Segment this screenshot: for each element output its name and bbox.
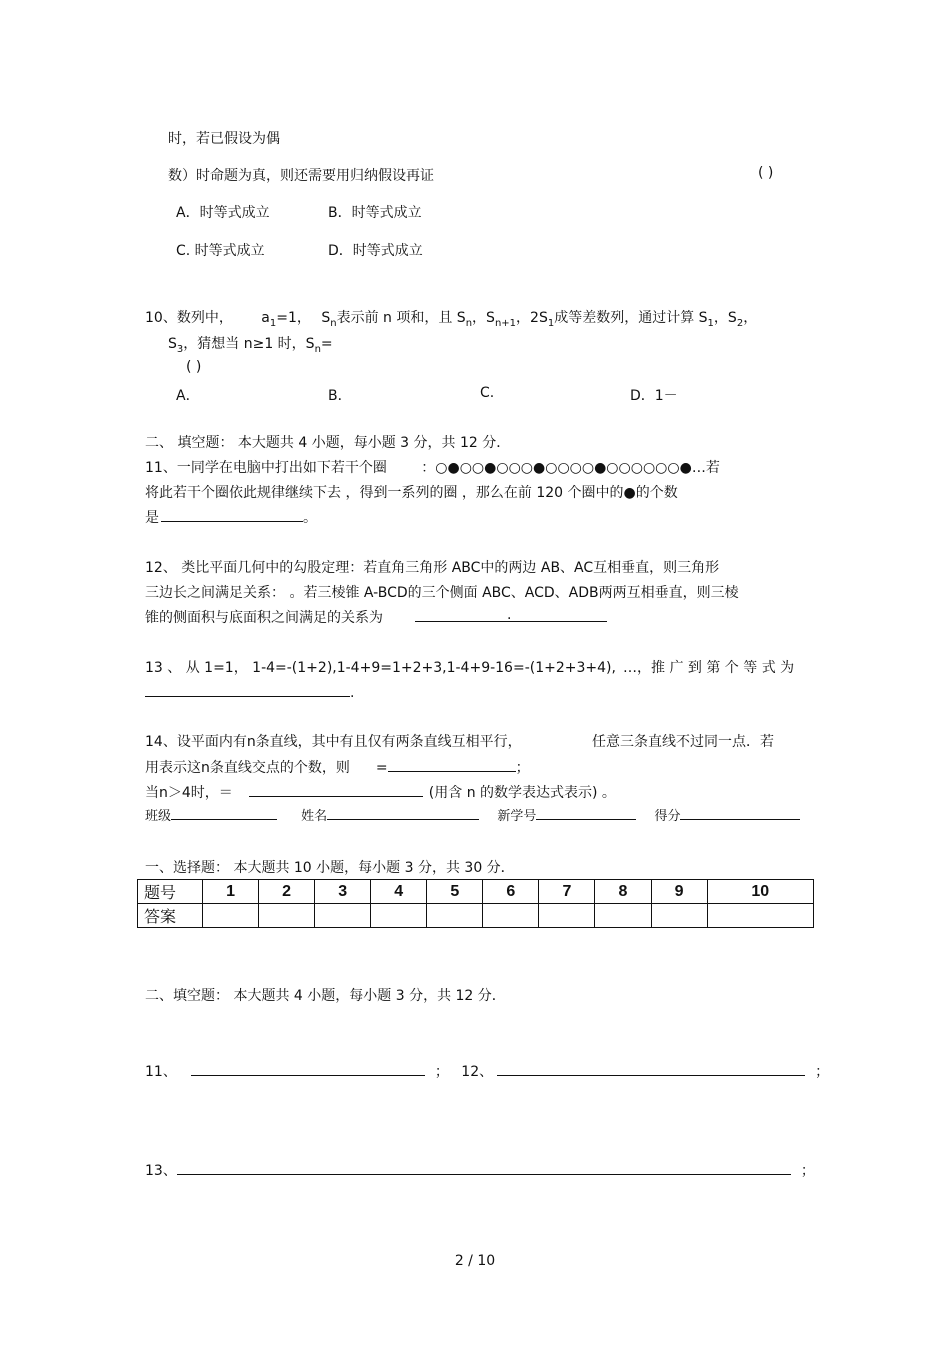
blank-12-field[interactable] (497, 1061, 805, 1076)
semicolon: ； (800, 1163, 815, 1179)
blank-13-label: 13、 (145, 1163, 177, 1179)
q10-line1 (145, 307, 757, 329)
answer-cell[interactable] (651, 904, 707, 928)
q10-text: ，2S (516, 310, 548, 326)
q12-line3 (145, 607, 607, 627)
q14-text: (用含 n 的数学表达式表示) 。 (428, 785, 616, 801)
q10-text: = (320, 336, 333, 352)
q10-option-a: A． (176, 388, 200, 404)
q10-sub: 2 (736, 317, 744, 329)
q9-line2: 数）时命题为真，则还需要用归纳假设再证 (168, 168, 434, 184)
q10-sub: 3 (176, 343, 184, 355)
q10-answer-paren: ( ) (186, 359, 202, 375)
class-field[interactable] (171, 807, 277, 820)
answer-cell[interactable] (371, 904, 427, 928)
q11-text: 是 (145, 510, 159, 526)
table-row (138, 904, 814, 928)
q10-text: ， (743, 310, 758, 326)
question-number-cell: 2 (259, 880, 315, 904)
q12-line1: 12、 类比平面几何中的勾股定理：若直角三角形 ABC中的两边 AB、AC互相垂直，则三角形 (145, 560, 720, 576)
q11-line3 (145, 507, 317, 527)
answer-table (137, 879, 814, 928)
blank-13-field[interactable] (177, 1160, 791, 1175)
score-label: 得分 (654, 809, 681, 824)
q10-sub: n (330, 317, 337, 329)
q12-text: 锥的侧面积与底面积之间满足的关系为 (145, 610, 383, 626)
q10-sub: n (465, 317, 473, 329)
q10-text: 10、数列中， (145, 310, 233, 326)
section1-answer-header: 一、选择题： 本大题共 10 小题，每小题 3 分，共 30 分． (145, 860, 515, 876)
blank-row-13 (145, 1160, 815, 1180)
q10-text: ，S (472, 310, 495, 326)
q11-line2: 将此若干个圈依此规律继续下去 ，得到一系列的圈 ，那么在前 120 个圈中的●的个数 (145, 485, 678, 501)
q10-text: S (168, 336, 177, 352)
question-number-cell: 4 (371, 880, 427, 904)
q10-option-d: D．1－ (630, 388, 678, 404)
blank-12-label: 12、 (461, 1064, 494, 1080)
q11-text: 11、一同学在电脑中打出如下若干个圈 (145, 460, 387, 476)
answer-cell[interactable] (259, 904, 315, 928)
q13-line2 (145, 682, 354, 701)
q14-text: = (375, 760, 388, 776)
question-number-cell: 9 (651, 880, 707, 904)
answer-cell[interactable] (483, 904, 539, 928)
answer-cell[interactable] (595, 904, 651, 928)
q11-answer-blank[interactable] (161, 507, 303, 522)
q10-sub: 1 (707, 317, 714, 329)
name-label: 姓名 (301, 809, 328, 824)
student-info-line (145, 805, 800, 824)
question-number-cell: 10 (707, 880, 813, 904)
table-row (138, 880, 814, 904)
question-number-cell: 6 (483, 880, 539, 904)
q14-line1b: 任意三条直线不过同一点．若 (592, 734, 774, 750)
answer-cell[interactable] (707, 904, 813, 928)
q9-option-d: D．时等式成立 (328, 243, 423, 259)
q14-text: ； (515, 760, 530, 776)
q9-line1: 时，若已假设为偶 (168, 131, 280, 147)
question-number-cell: 3 (315, 880, 371, 904)
q9-option-b: B．时等式成立 (328, 205, 422, 221)
q9-option-a: A．时等式成立 (176, 205, 270, 221)
q10-option-c: C. (480, 385, 495, 401)
q11-line1 (145, 457, 720, 477)
q14-line1a: 14、设平面内有n条直线，其中有且仅有两条直线互相平行， (145, 734, 522, 750)
question-number-cell: 7 (539, 880, 595, 904)
q13-line1a: 13 、 从 1=1， 1-4=-(1+2),1-4+9=1+2+3,1-4+9-16=-(1+2+3+4), (145, 660, 616, 676)
q9-answer-paren: ( ) (758, 165, 774, 181)
semicolon: ； (434, 1064, 449, 1080)
name-field[interactable] (327, 807, 479, 820)
question-number-cell: 1 (203, 880, 259, 904)
blank-11-label: 11、 (145, 1064, 177, 1080)
q12-line2: 三边长之间满足关系： 。若三棱锥 A-BCD的三个侧面 ABC、ACD、ADB两两互相垂直，则三棱 (145, 585, 739, 601)
q10-text: 表示前 n 项和，且 S (336, 310, 466, 326)
section2-header: 二、 填空题： 本大题共 4 小题，每小题 3 分，共 12 分． (145, 435, 511, 451)
row-label-answer: 答案 (138, 904, 203, 928)
q10-sub: 1 (269, 317, 277, 329)
q11-circle-sequence: ：○●○○●○○○●○○○○●○○○○○○●…若 (421, 460, 720, 476)
q9-option-c: C. 时等式成立 (176, 243, 265, 259)
class-label: 班级 (145, 809, 172, 824)
q14-answer-blank-1[interactable] (388, 757, 516, 772)
q10-sub: 1 (547, 317, 555, 329)
q10-option-b: B． (328, 388, 352, 404)
page-number: 2 / 10 (454, 1253, 496, 1269)
q10-text: ，猜想当 n≥1 时，S (183, 336, 315, 352)
answer-cell[interactable] (315, 904, 371, 928)
q14-line2 (145, 757, 530, 777)
answer-cell[interactable] (539, 904, 595, 928)
q10-sub: n (314, 343, 321, 355)
q11-text: 。 (303, 510, 317, 526)
student-id-label: 新学号 (497, 809, 537, 824)
question-number-cell: 8 (595, 880, 651, 904)
q13-answer-blank[interactable] (145, 682, 350, 697)
q14-text: 用表示这n条直线交点的个数，则 (145, 760, 350, 776)
q10-text: 成等差数列，通过计算 S (554, 310, 708, 326)
blank-11-field[interactable] (191, 1061, 425, 1076)
q13-text: . (350, 685, 355, 701)
q10-text: ，S (713, 310, 737, 326)
semicolon: ； (815, 1064, 830, 1080)
section2-answer-header: 二、填空题： 本大题共 4 小题，每小题 3 分，共 12 分． (145, 988, 506, 1004)
q12-answer-blank[interactable] (415, 607, 607, 622)
q14-answer-blank-2[interactable] (249, 782, 423, 797)
q10-text: S (321, 310, 331, 326)
q13-line1b: …，推 广 到 第 个 等 式 为 (623, 660, 795, 676)
q12-dot: . (507, 607, 512, 623)
q14-text: 当n＞4时，＝ (145, 785, 233, 801)
q10-line2 (168, 333, 333, 355)
answer-cell[interactable] (203, 904, 259, 928)
q10-text: =1， (276, 310, 311, 326)
answer-cell[interactable] (427, 904, 483, 928)
q10-text: a (261, 310, 270, 326)
row-label-question-number: 题号 (138, 880, 203, 904)
question-number-cell: 5 (427, 880, 483, 904)
student-id-field[interactable] (536, 807, 636, 820)
q14-line3 (145, 782, 616, 802)
blank-row-11-12 (145, 1061, 829, 1081)
q10-sub: n+1 (494, 317, 517, 329)
score-field[interactable] (680, 807, 800, 820)
